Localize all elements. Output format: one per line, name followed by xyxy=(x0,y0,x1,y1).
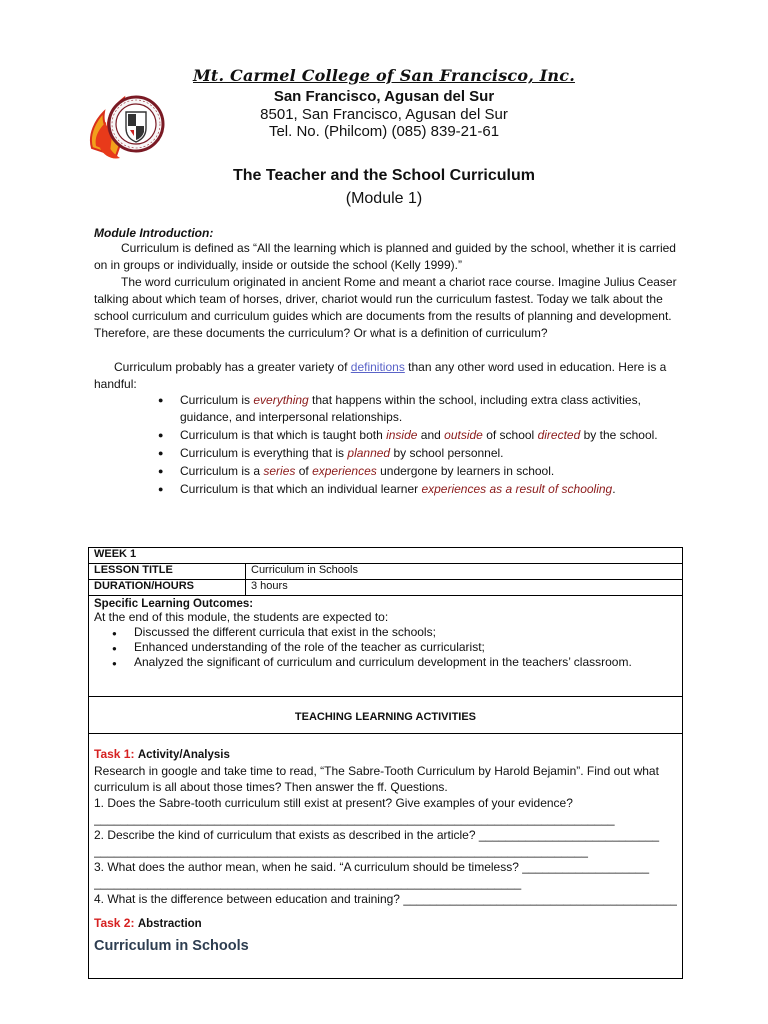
learning-outcomes-list xyxy=(94,625,677,670)
week-label: WEEK 1 xyxy=(89,548,683,564)
question-1: 1. Does the Sabre-tooth curriculum still exist at present? Give examples of your evidence? xyxy=(94,796,573,810)
learning-outcomes-intro: At the end of this module, the students are expected to: xyxy=(94,610,389,624)
teaching-learning-activities-heading: TEACHING LEARNING ACTIVITIES xyxy=(89,697,683,734)
question-2[interactable]: 2. Describe the kind of curriculum that exists as described in the article? ___________________________ xyxy=(94,828,660,842)
table-row xyxy=(89,596,683,697)
intro-paragraph-2: The word curriculum originated in ancient Rome and meant a chariot race course. Imagine Julius Ceaser talking about which team of horses, driver, chariot would run the curriculum fastest. Today we talk about the school curriculum and curriculum guides which are documents from the results of planning and development. Therefore, are these documents the curriculum? Or what is a definition of curriculum? xyxy=(94,275,677,340)
document-subtitle: (Module 1) xyxy=(345,190,423,207)
list-item: ● Curriculum is everything that is planned by school personnel. xyxy=(158,445,678,462)
question-4[interactable]: 4. What is the difference between education and training? _________________________________________ xyxy=(94,892,677,906)
table-row xyxy=(89,734,683,979)
task-2-label: Task 2: xyxy=(94,916,135,930)
lesson-table xyxy=(88,547,683,979)
activities-cell xyxy=(89,734,683,979)
college-seal-logo xyxy=(86,86,170,166)
intro-paragraph-1: Curriculum is defined as “All the learning which is planned and guided by the school, whether it is carried on in groups or individually, inside or outside the school (Kelly 1999).” xyxy=(94,241,676,272)
duration-value: 3 hours xyxy=(246,580,683,596)
section-heading: Curriculum in Schools xyxy=(94,938,249,954)
table-row xyxy=(89,564,683,580)
document-title: The Teacher and the School Curriculum xyxy=(233,167,535,184)
lesson-title-value: Curriculum in Schools xyxy=(246,564,683,580)
college-name: Mt. Carmel College of San Francisco, Inc. xyxy=(193,66,575,85)
answer-line[interactable]: ______________________________________________________________________________ xyxy=(94,812,615,826)
list-item: ● Curriculum is that which is taught both inside and outside of school directed by the school. xyxy=(158,427,678,444)
task-1-label: Task 1: xyxy=(94,747,135,761)
task-1-name: Activity/Analysis xyxy=(137,749,230,761)
table-row xyxy=(89,548,683,564)
lesson-title-label: LESSON TITLE xyxy=(89,564,246,580)
learning-outcomes-heading: Specific Learning Outcomes: xyxy=(94,598,254,610)
duration-label: DURATION/HOURS xyxy=(89,580,246,596)
college-phone: Tel. No. (Philcom) (085) 839-21-61 xyxy=(268,123,500,140)
intro-paragraph-3: Curriculum probably has a greater variety of definitions than any other word used in education. Here is a handful: xyxy=(94,360,667,391)
table-row xyxy=(89,580,683,596)
answer-line[interactable]: __________________________________________________________________________ xyxy=(94,844,588,858)
list-item: ● Curriculum is everything that happens within the school, including extra class activities, guidance, and interpersonal relationships. xyxy=(158,392,678,426)
list-item: ● Curriculum is a series of experiences undergone by learners in school. xyxy=(158,463,678,480)
table-row xyxy=(89,697,683,734)
task-1-instructions: Research in google and take time to read, “The Sabre-Tooth Curriculum by Harold Bejamin”. Find out what curriculum is all about those times? Then answer the ff. Questions. xyxy=(94,764,659,794)
answer-line[interactable]: ________________________________________________________________ xyxy=(94,876,522,890)
learning-outcomes-cell xyxy=(89,596,683,697)
question-3[interactable]: 3. What does the author mean, when he said. “A curriculum should be timeless? ___________________ xyxy=(94,860,650,874)
list-item: ● Enhanced understanding of the role of the teacher as curricularist; xyxy=(94,640,677,655)
college-address: 8501, San Francisco, Agusan del Sur xyxy=(260,106,508,123)
list-item: ● Analyzed the significant of curriculum and curriculum development in the teachers’ classroom. xyxy=(94,655,677,670)
list-item: ● Discussed the different curricula that exist in the schools; xyxy=(94,625,677,640)
college-location: San Francisco, Agusan del Sur xyxy=(273,88,495,105)
task-2-name: Abstraction xyxy=(137,918,202,930)
curriculum-definitions-list xyxy=(158,392,678,499)
definitions-link[interactable]: definitions xyxy=(350,360,405,374)
module-introduction-heading: Module Introduction: xyxy=(94,226,214,240)
list-item: ● Curriculum is that which an individual learner experiences as a result of schooling. xyxy=(158,481,678,498)
